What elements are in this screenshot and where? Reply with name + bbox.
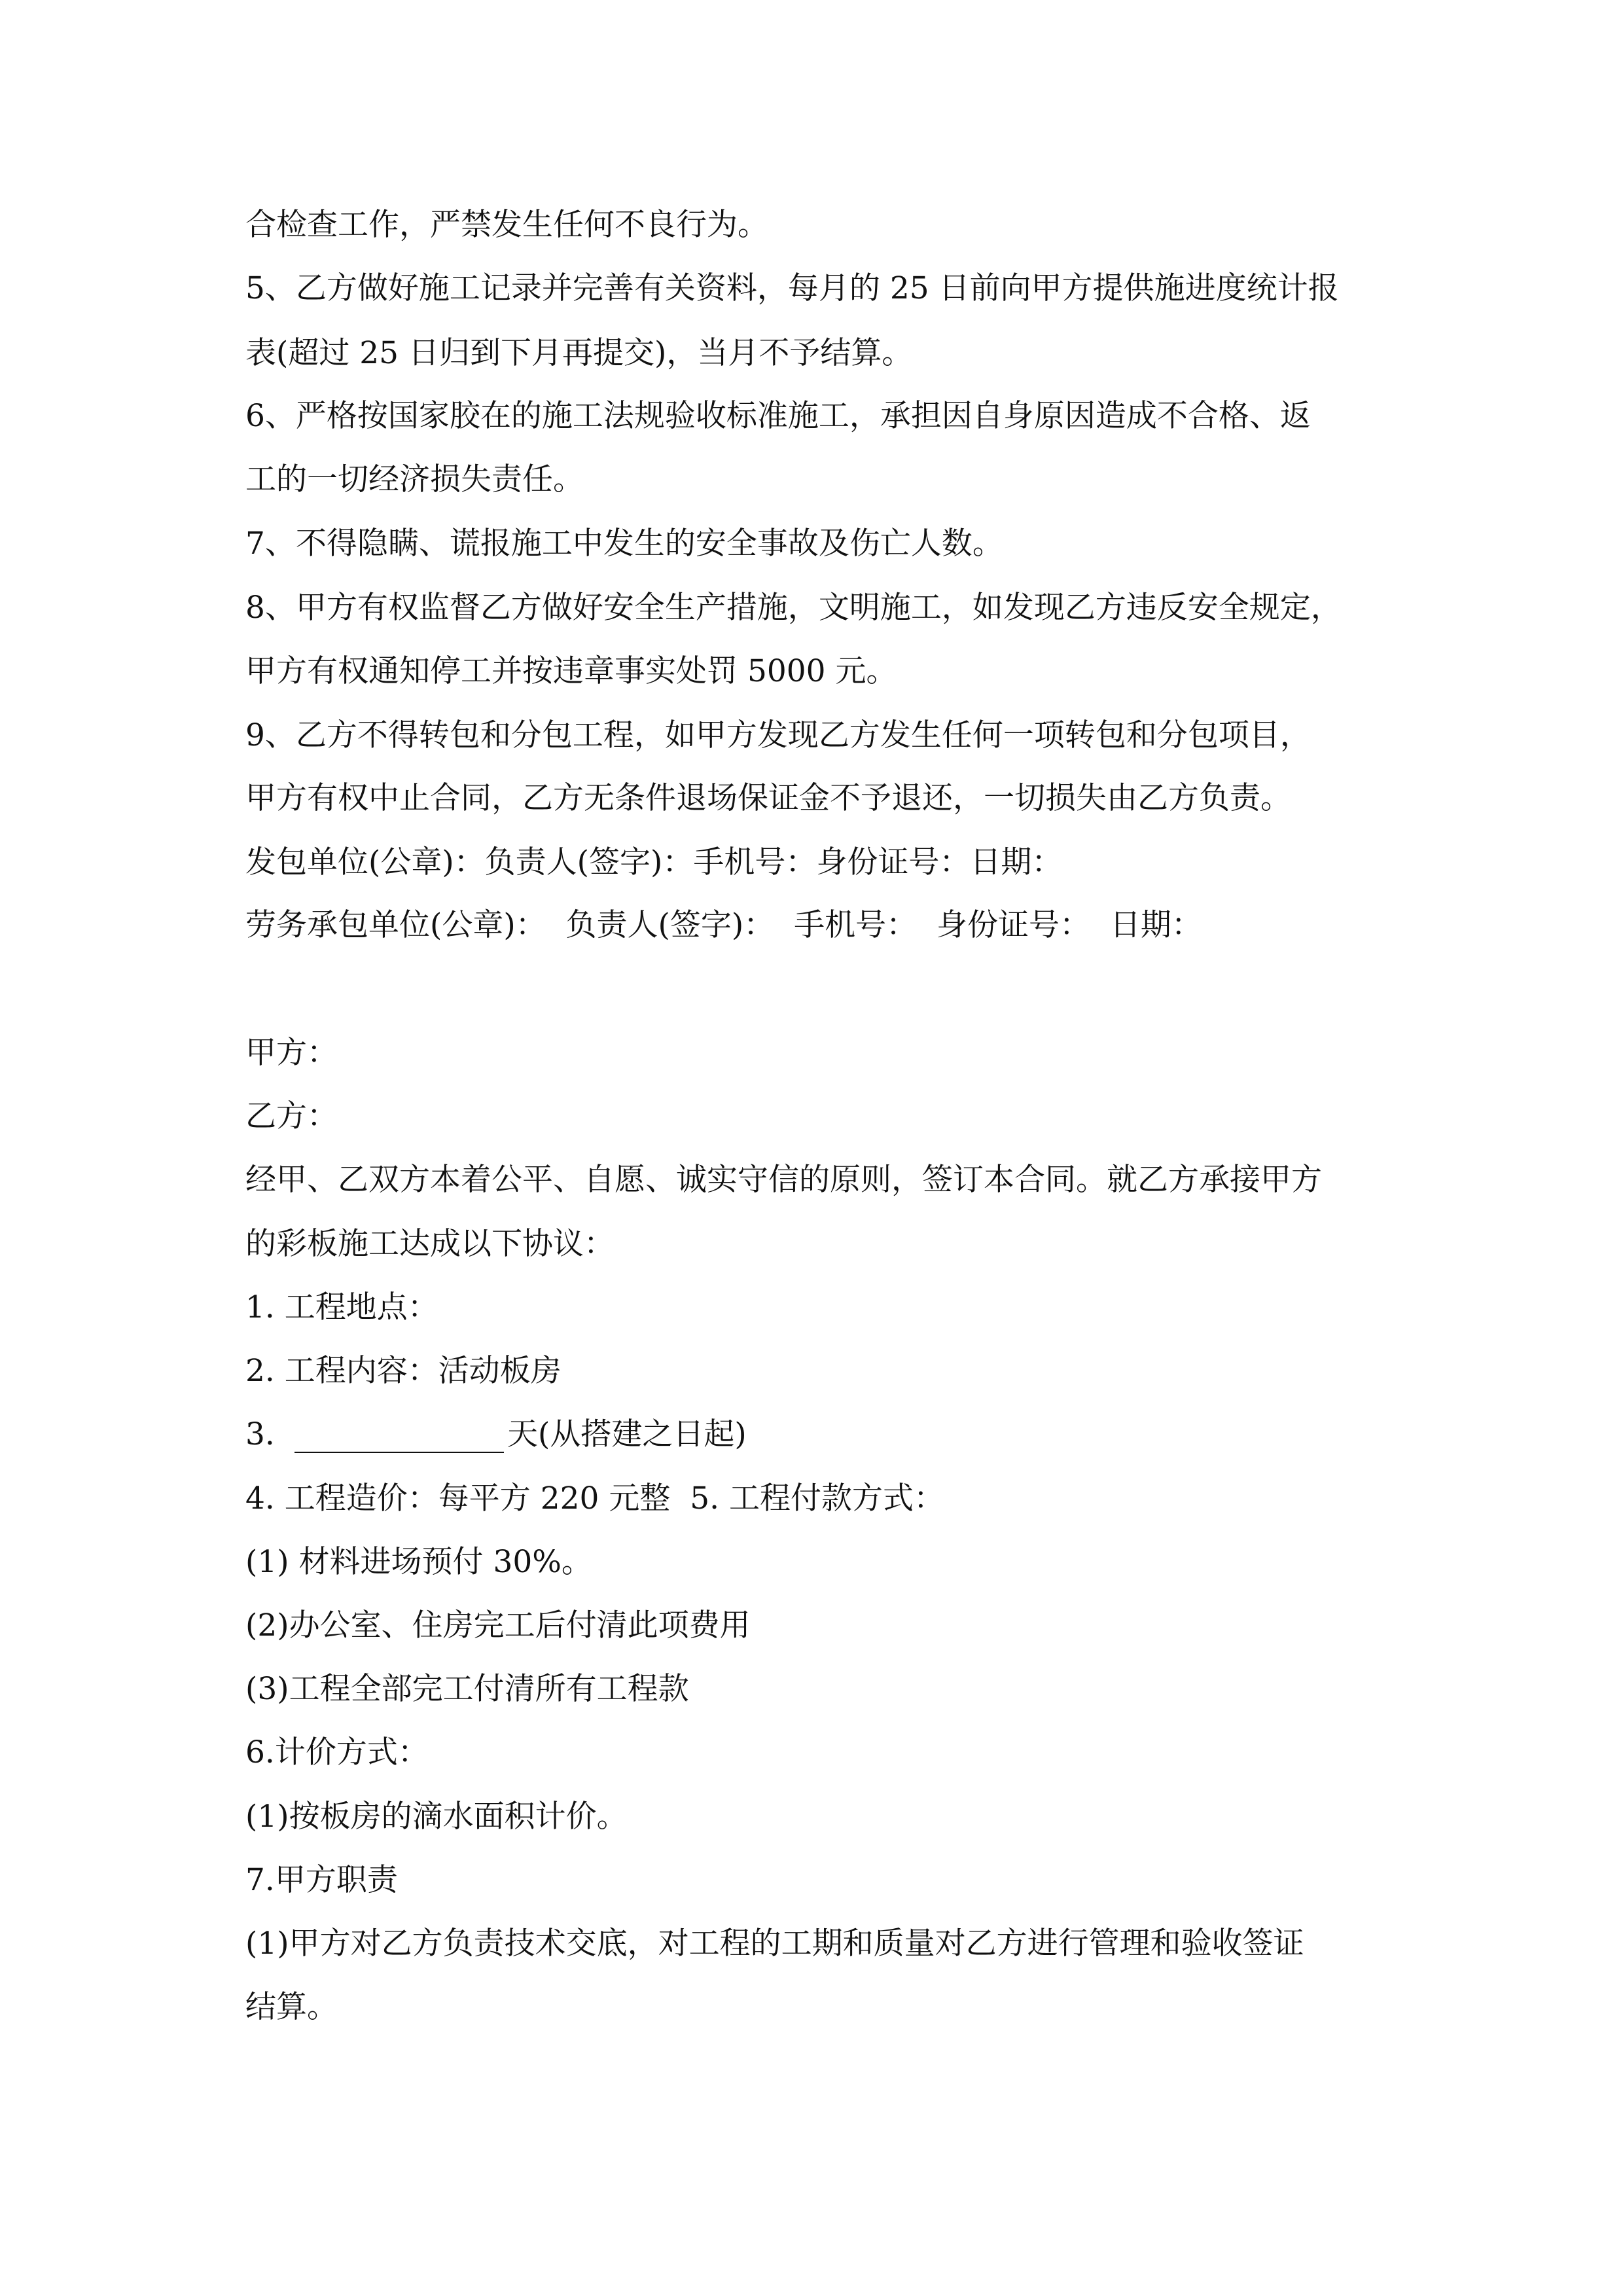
party-a-label: 甲方： [245,1035,338,1071]
signature-line-contractor: 劳务承包单位(公章)： 负责人(签字)： 手机号： 身份证号： 日期： [245,907,1202,943]
text-line: 7、不得隐瞒、谎报施工中发生的安全事故及伤亡人数。 [245,526,1003,562]
payment-item-3: (3)工程全部完工付清所有工程款 [245,1671,689,1707]
text-line: 8、甲方有权监督乙方做好安全生产措施，文明施工，如发现乙方违反安全规定， [245,590,1342,626]
payment-item-2: (2)办公室、住房完工后付清此项费用 [245,1607,751,1643]
clause-4-5: 4. 工程造价：每平方 220 元整 5. 工程付款方式： [245,1480,945,1516]
text-line: 5、乙方做好施工记录并完善有关资料，每月的 25 日前向甲方提供施进度统计报 [245,270,1339,306]
clause-3-number: 3. [245,1416,275,1452]
text-line: 工的一切经济损失责任。 [245,461,584,497]
clause-6: 6.计价方式： [245,1734,429,1770]
duty-item-1: (1)甲方对乙方负责技术交底，对工程的工期和质量对乙方进行管理和验收签证 [245,1926,1304,1962]
text-line: 甲方有权中止合同，乙方无条件退场保证金不予退还，一切损失由乙方负责。 [245,780,1291,816]
text-line: 6、严格按国家胶在的施工法规验收标准施工，承担因自身原因造成不合格、返 [245,398,1311,434]
clause-1: 1. 工程地点： [245,1289,438,1325]
fill-in-blank [294,1452,504,1453]
clause-7: 7.甲方职责 [245,1862,398,1898]
text-line: 的彩板施工达成以下协议： [245,1226,615,1262]
payment-item-1: (1) 材料进场预付 30%。 [245,1544,592,1580]
text-line: 9、乙方不得转包和分包工程，如甲方发现乙方发生任何一项转包和分包项目， [245,717,1311,753]
text-line: 甲方有权通知停工并按违章事实处罚 5000 元。 [245,653,897,689]
text-line: 合检查工作，严禁发生任何不良行为。 [245,207,768,243]
clause-2: 2. 工程内容：活动板房 [245,1353,562,1389]
text-line: 结算。 [245,1989,338,2025]
pricing-item-1: (1)按板房的滴水面积计价。 [245,1799,628,1835]
text-line: 经甲、乙双方本着公平、自愿、诚实守信的原则，签订本合同。就乙方承接甲方 [245,1162,1322,1198]
party-b-label: 乙方： [245,1098,338,1134]
clause-3-text: 天(从搭建之日起) [507,1416,747,1452]
signature-line-employer: 发包单位(公章)：负责人(签字)：手机号：身份证号：日期： [245,844,1063,880]
text-line: 表(超过 25 日归到下月再提交)，当月不予结算。 [245,335,913,371]
